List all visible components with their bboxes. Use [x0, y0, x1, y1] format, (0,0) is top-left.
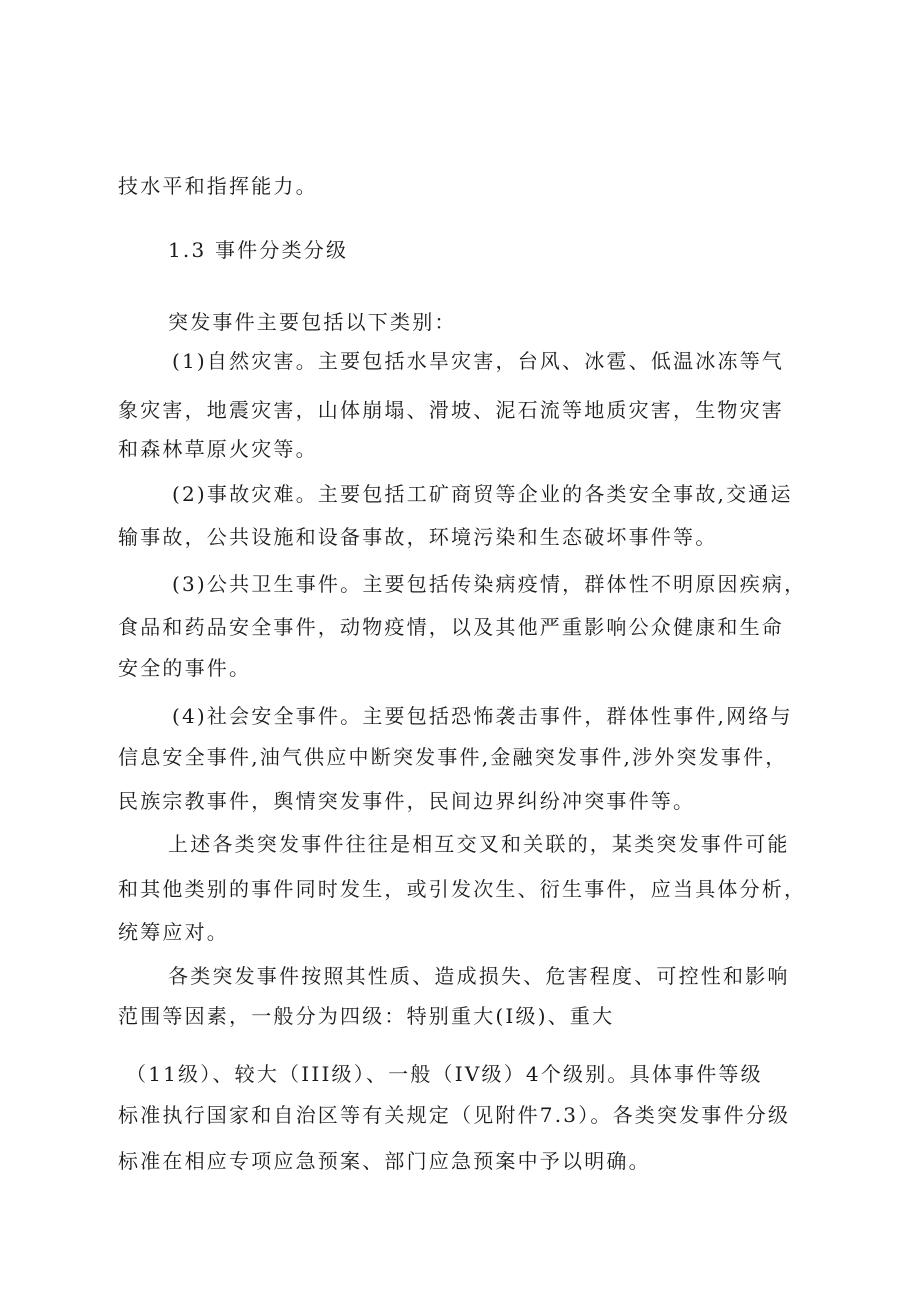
- text-line: 食品和药品安全事件，动物疫情，以及其他严重影响公众健康和生命: [118, 615, 784, 639]
- section-heading: 1.3 事件分类分级: [168, 238, 349, 262]
- text-line: 范围等因素，一般分为四级：特别重大(I级)、重大: [118, 1004, 615, 1028]
- text-line: 上述各类突发事件往往是相互交叉和关联的，某类突发事件可能: [168, 832, 790, 856]
- text-line: 统筹应对。: [118, 920, 229, 944]
- list-item-accident-disaster: (2)事故灾难。主要包括工矿商贸等企业的各类安全事故,交通运: [172, 482, 793, 506]
- text-line: 民族宗教事件，舆情突发事件，民间边界纠纷冲突事件等。: [118, 789, 696, 813]
- list-item-natural-disaster: (1)自然灾害。主要包括水旱灾害，台风、冰雹、低温冰冻等气: [172, 349, 785, 373]
- text-line: 技水平和指挥能力。: [118, 174, 318, 198]
- text-line: 突发事件主要包括以下类别：: [168, 310, 457, 334]
- list-item-public-health: (3)公共卫生事件。主要包括传染病疫情，群体性不明原因疾病，: [172, 572, 807, 596]
- text-line: 标准在相应专项应急预案、部门应急预案中予以明确。: [118, 1149, 651, 1173]
- text-line: 输事故，公共设施和设备事故，环境污染和生态破坏事件等。: [118, 525, 718, 549]
- text-line: 象灾害，地震灾害，山体崩塌、滑坡、泥石流等地质灾害，生物灾害: [118, 398, 784, 422]
- text-line: 和其他类别的事件同时发生，或引发次生、衍生事件，应当具体分析，: [118, 877, 807, 901]
- text-line: 标准执行国家和自治区等有关规定（见附件7.3）。各类突发事件分级: [118, 1103, 791, 1127]
- text-line: 安全的事件。: [118, 656, 252, 680]
- text-line: （11级）、较大（III级）、一般（IV级）4个级别。具体事件等级: [126, 1062, 763, 1086]
- text-line: 信息安全事件,油气供应中断突发事件,金融突发事件,涉外突发事件，: [118, 745, 788, 769]
- text-line: 和森林草原火灾等。: [118, 437, 318, 461]
- list-item-social-security: (4)社会安全事件。主要包括恐怖袭击事件，群体性事件,网络与: [172, 704, 793, 728]
- text-line: 各类突发事件按照其性质、造成损失、危害程度、可控性和影响: [168, 964, 790, 988]
